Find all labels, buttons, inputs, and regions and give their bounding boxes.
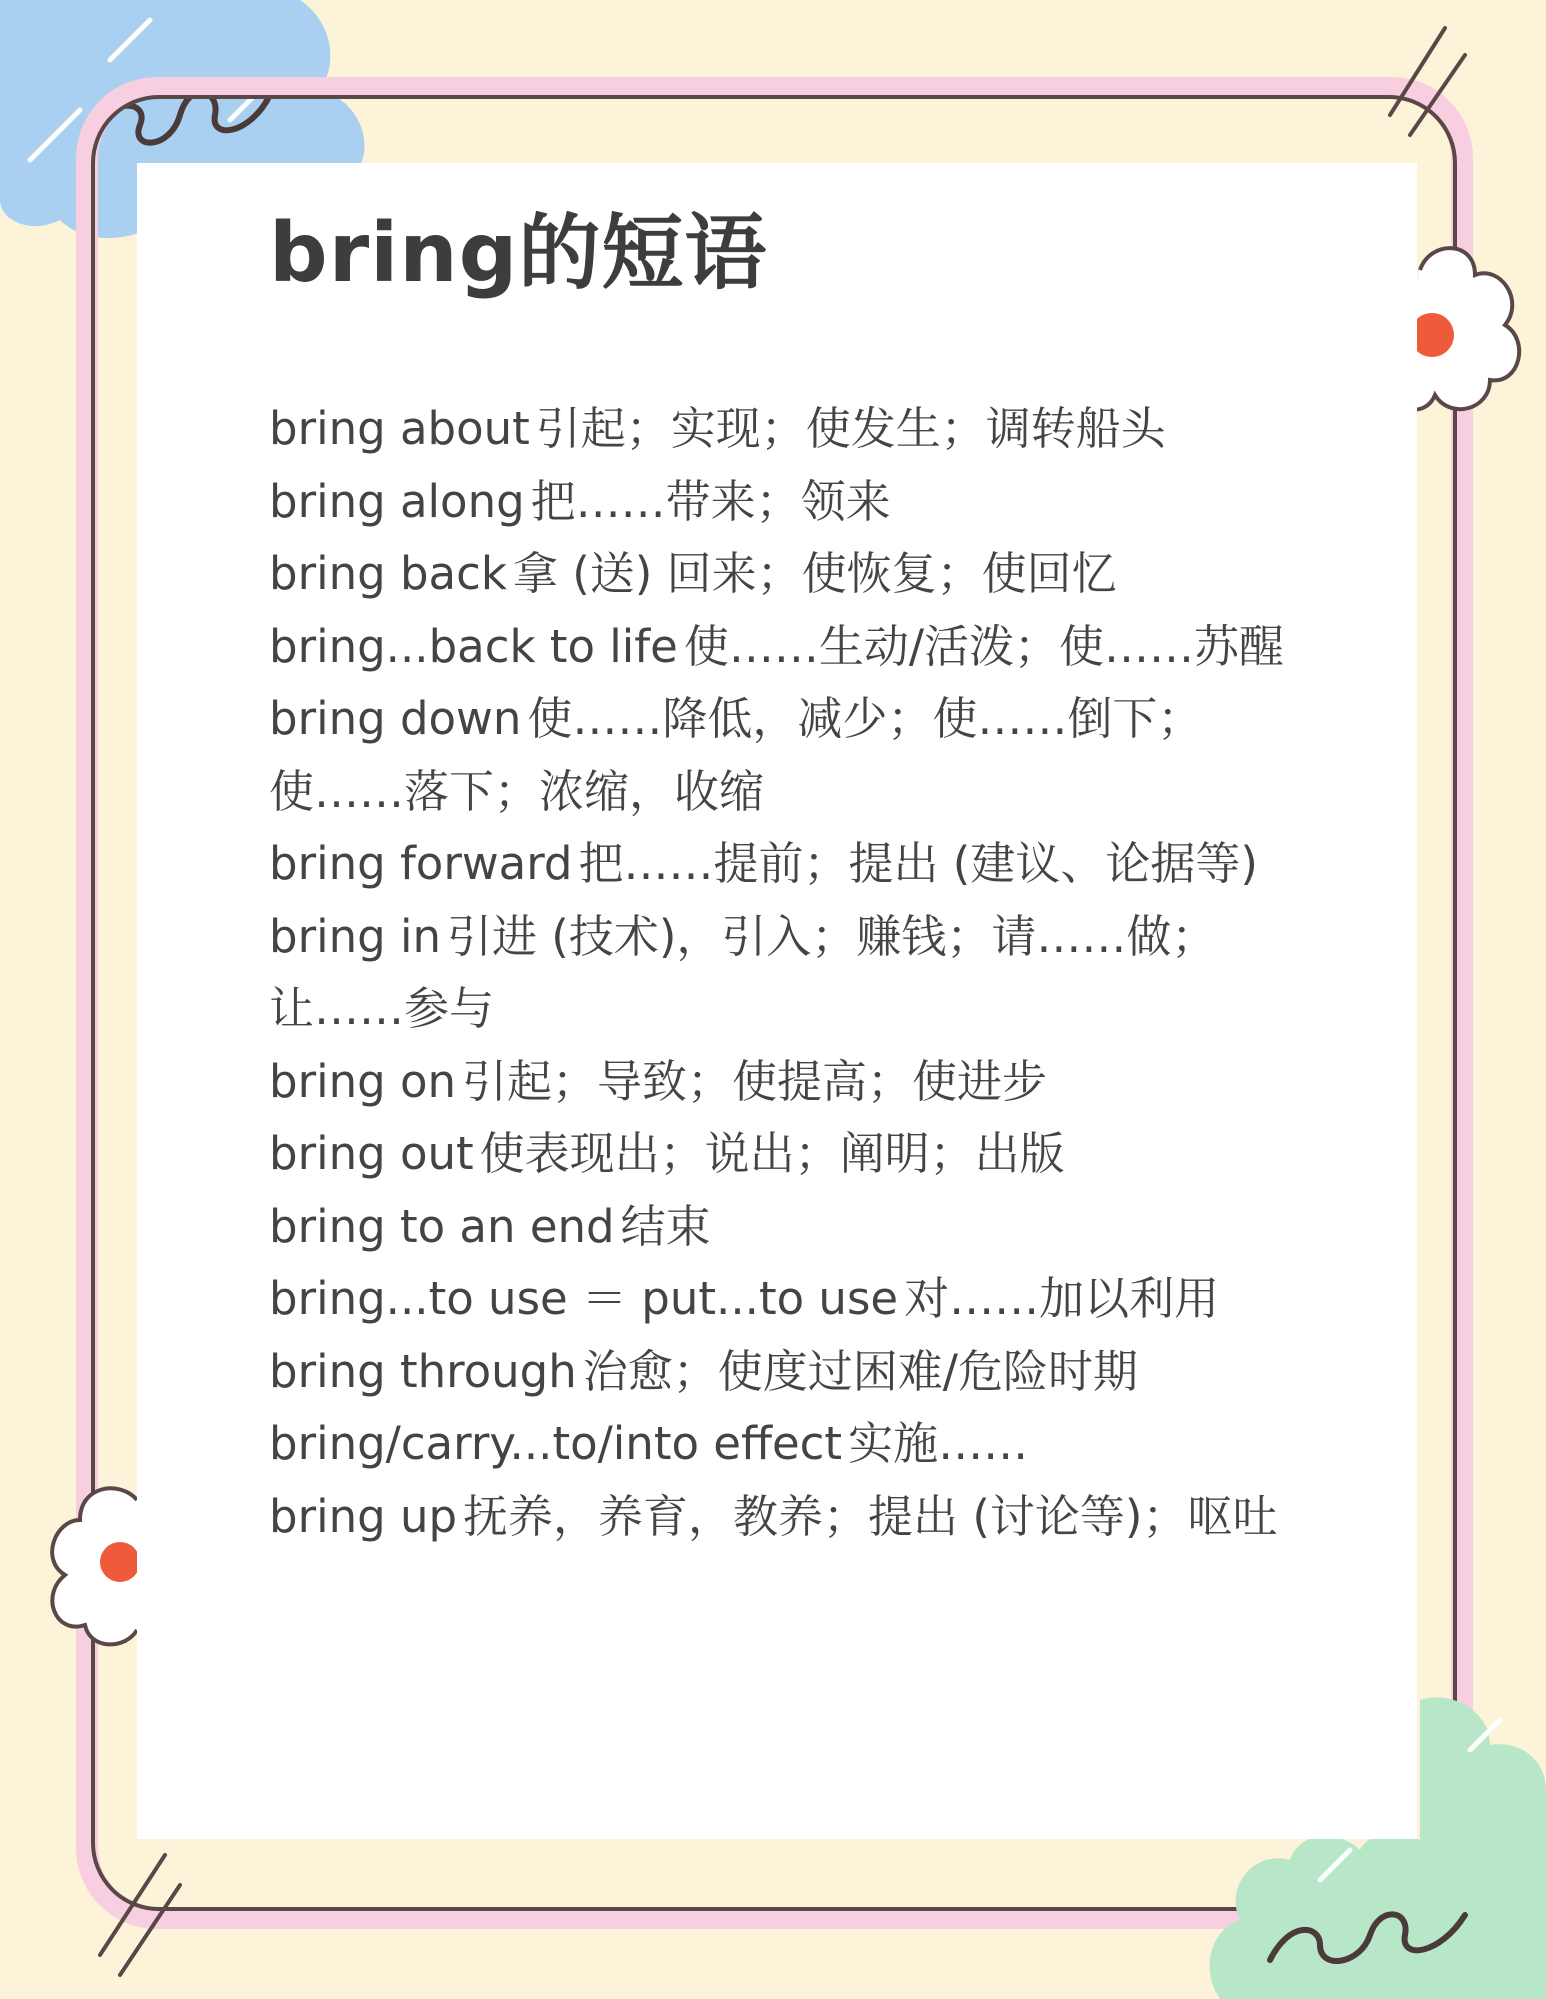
phrase-text: bring on — [269, 1054, 457, 1108]
phrase-item — [269, 611, 1309, 684]
phrase-text: bring to an end — [269, 1199, 615, 1253]
phrase-item — [269, 538, 1309, 611]
phrase-text: bring about — [269, 402, 530, 455]
phrase-item — [269, 1191, 1309, 1264]
phrase-item — [269, 1046, 1309, 1119]
phrase-text: bring...back to life — [269, 619, 678, 673]
phrase-text: bring out — [269, 1127, 474, 1180]
phrase-text: bring up — [269, 1489, 458, 1543]
phrase-text: bring...to use ＝ put...to use — [269, 1272, 899, 1325]
phrase-item — [269, 901, 1309, 1046]
phrase-meaning: 治愈；使度过困难/危险时期 — [582, 1344, 1138, 1398]
phrase-text: bring along — [269, 474, 525, 528]
phrase-text: bring/carry...to/into effect — [269, 1417, 843, 1470]
phrase-meaning: 把……提前；提出 (建议、论据等) — [578, 837, 1258, 890]
phrase-meaning: 实施…… — [848, 1417, 1029, 1470]
phrase-item — [269, 1118, 1309, 1191]
phrase-item — [269, 1408, 1309, 1481]
phrase-meaning: 引起；导致；使提高；使进步 — [462, 1054, 1048, 1108]
phrase-meaning: 抚养，养育，教养；提出 (讨论等)；呕吐 — [463, 1489, 1278, 1543]
page-title: bring的短语 — [269, 206, 768, 301]
phrase-meaning: 使表现出；说出；阐明；出版 — [479, 1127, 1065, 1180]
phrase-list — [269, 393, 1309, 1553]
phrase-meaning: 拿 (送) 回来；使恢复；使回忆 — [512, 547, 1117, 600]
phrase-meaning: 把……带来；领来 — [530, 474, 891, 528]
phrase-meaning: 使……降低，减少；使……倒下；使……落下；浓缩，收缩 — [269, 692, 1203, 818]
phrase-text: bring forward — [269, 837, 573, 890]
phrase-text: bring back — [269, 547, 507, 600]
phrase-item — [269, 393, 1309, 466]
phrase-text: bring in — [269, 909, 441, 963]
phrase-text: bring down — [269, 692, 522, 745]
phrase-item — [269, 1481, 1309, 1554]
phrase-item — [269, 1263, 1309, 1336]
phrase-item — [269, 828, 1309, 901]
phrase-meaning: 引进 (技术)，引入；赚钱；请……做；让……参与 — [269, 909, 1217, 1035]
phrase-item — [269, 466, 1309, 539]
phrase-item — [269, 683, 1309, 828]
content-card — [137, 163, 1417, 1839]
phrase-text: bring through — [269, 1344, 577, 1398]
flower-left-decoration — [52, 1488, 140, 1644]
phrase-meaning: 引起；实现；使发生；调转船头 — [535, 402, 1166, 455]
phrase-meaning: 对……加以利用 — [904, 1272, 1220, 1325]
phrase-item — [269, 1336, 1309, 1409]
phrase-meaning: 使……生动/活泼；使……苏醒 — [683, 619, 1284, 673]
phrase-meaning: 结束 — [620, 1199, 711, 1253]
